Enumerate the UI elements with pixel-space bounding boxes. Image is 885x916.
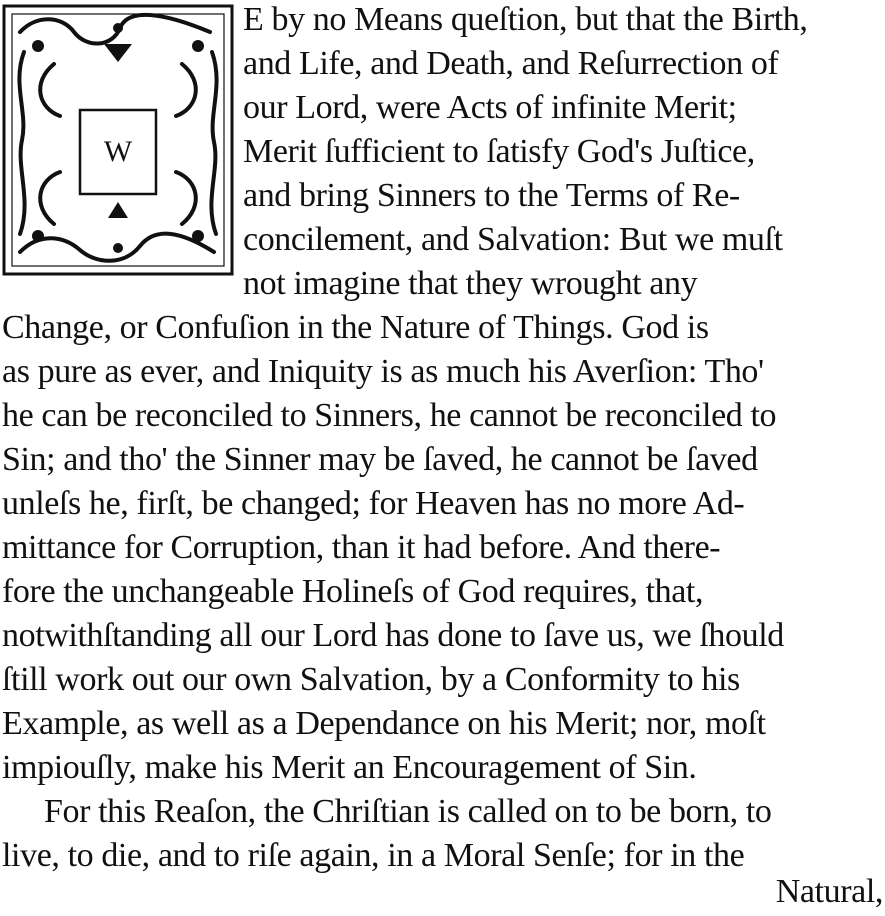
text-line-2: [243, 44, 883, 84]
text-line-17: [2, 704, 883, 744]
text-line-13: [2, 528, 883, 568]
text-line-5-content: and bring Sinners to the Terms of Re-: [243, 177, 740, 214]
text-line-3: [243, 88, 883, 128]
text-line-6-content: concilement, and Salvation: But we muſt: [243, 221, 783, 258]
initial-letter: W: [103, 135, 133, 168]
text-line-12-content: unleſs he, firſt, be changed; for Heaven has no more Ad-: [2, 485, 745, 522]
text-line-11: [2, 440, 883, 480]
text-line-12: [2, 484, 883, 524]
text-line-1: [243, 0, 883, 40]
text-line-6: [243, 220, 883, 260]
text-line-4: [243, 132, 883, 172]
text-line-11-content: Sin; and tho' the Sinner may be ſaved, he cannot be ſaved: [2, 441, 758, 478]
text-line-8-content: Change, or Confuſion in the Nature of Things. God is: [2, 309, 709, 346]
text-line-16-content: ſtill work out our own Salvation, by a Conformity to his: [2, 661, 740, 698]
text-line-15: [2, 616, 883, 656]
text-line-17-content: Example, as well as a Dependance on his Merit; nor, moſt: [2, 705, 766, 742]
text-line-14: [2, 572, 883, 612]
text-line-1-content: E by no Means queſtion, but that the Birth,: [243, 1, 808, 38]
text-line-9-content: as pure as ever, and Iniquity is as much his Averſion: Tho': [2, 353, 764, 390]
text-line-10: [2, 396, 883, 436]
text-line-14-content: fore the unchangeable Holineſs of God requires, that,: [2, 573, 704, 610]
text-line-18-content: impiouſly, make his Merit an Encouragement of Sin.: [2, 749, 697, 786]
text-line-10-content: he can be reconciled to Sinners, he cannot be reconciled to: [2, 397, 777, 434]
catchword: [2, 872, 883, 912]
catchword-text: Natural,: [775, 873, 883, 910]
decorated-initial: [2, 4, 234, 276]
text-line-20-content: live, to die, and to riſe again, in a Moral Senſe; for in the: [2, 837, 745, 874]
text-line-19: [44, 792, 883, 832]
text-line-8: [2, 308, 883, 348]
text-line-7: [243, 264, 883, 304]
text-line-5: [243, 176, 883, 216]
text-line-19-content: For this Reaſon, the Chriſtian is called on to be born, to: [44, 793, 772, 830]
text-line-2-content: and Life, and Death, and Reſurrection of: [243, 45, 779, 82]
text-line-3-content: our Lord, were Acts of infinite Merit;: [243, 89, 737, 126]
text-line-7-content: not imagine that they wrought any: [243, 265, 698, 302]
text-line-9: [2, 352, 883, 392]
text-line-13-content: mittance for Corruption, than it had before. And there-: [2, 529, 721, 566]
text-line-15-content: notwithſtanding all our Lord has done to ſave us, we ſhould: [2, 617, 784, 654]
text-line-4-content: Merit ſufficient to ſatisfy God's Juſtice,: [243, 133, 755, 170]
text-line-20: [2, 836, 883, 876]
text-line-18: [2, 748, 883, 788]
text-line-16: [2, 660, 883, 700]
